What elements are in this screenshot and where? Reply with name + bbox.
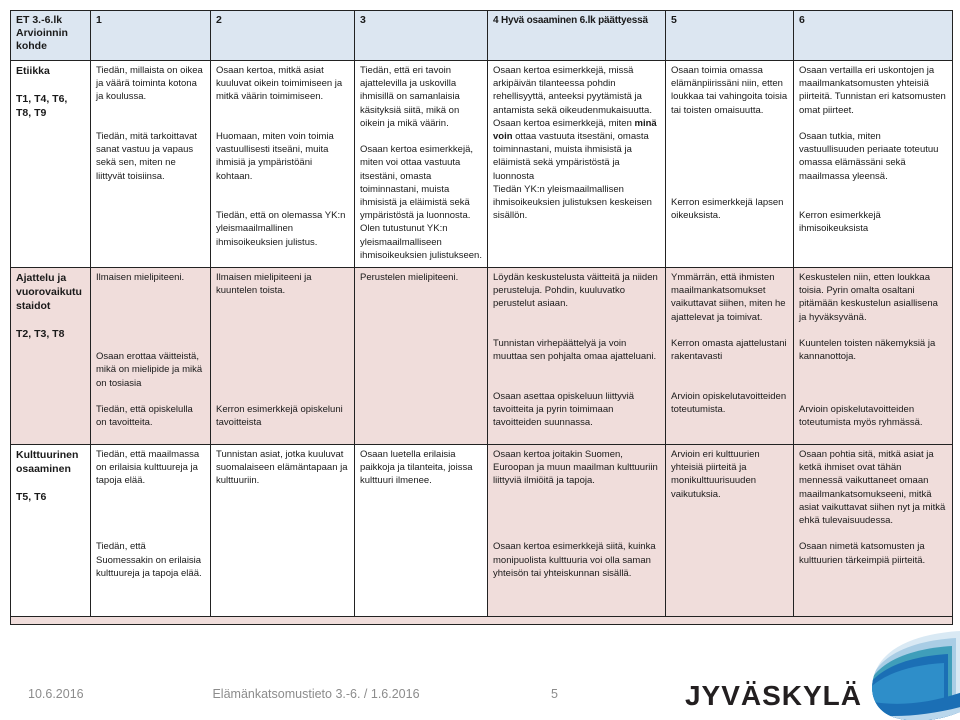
cell-paragraph: Osaan erottaa väitteistä, mikä on mielipide ja mikä on tosiasia	[96, 351, 203, 389]
cell-paragraph: Keskustelen niin, etten loukkaa toisia. Pyrin omalta osaltani pitämään keskustelun asiallisena ja hyväksyvänä.	[799, 272, 938, 323]
table-cell	[211, 61, 355, 268]
cell-paragraph	[493, 377, 660, 390]
table-cell	[91, 268, 211, 445]
cell-paragraph: Ymmärrän, että ihmisten maailmankatsomukset vaikuttavat siihen, miten he ajattelevat ja toimivat.	[671, 272, 786, 323]
table-cell	[355, 445, 488, 617]
cell-paragraph	[216, 390, 349, 403]
cell-paragraph: T5, T6	[16, 491, 47, 503]
cell-paragraph: T1, T4, T6, T8, T9	[16, 93, 68, 119]
table-cell	[355, 61, 488, 268]
cell-paragraph: Osaan luetella erilaisia paikkoja ja tilanteita, joissa kulttuuri ilmenee.	[360, 449, 473, 487]
cell-paragraph	[16, 313, 85, 327]
cell-paragraph	[671, 170, 788, 183]
cell-paragraph: Ilmaisen mielipiteeni.	[96, 272, 185, 283]
cell-paragraph: Olen tutustunut YK:n yleismaailmalliseen ihmisoikeuksien julistukseen.	[360, 223, 482, 261]
header-cell: 6	[794, 11, 953, 61]
cell-paragraph	[96, 297, 205, 310]
cell-paragraph: Perustelen mielipiteeni.	[360, 272, 459, 283]
cell-paragraph: Kerron esimerkkejä lapsen oikeuksista.	[671, 196, 784, 222]
cell-paragraph: Tiedän, mitä tarkoittavat sanat vastuu ja vapaus sekä sen, miten ne liittyvät toisiinsa.	[96, 130, 198, 182]
cell-paragraph: Tiedän, että opiskelulla on tavoitteita.	[96, 403, 193, 429]
table-cell	[794, 445, 953, 617]
cell-paragraph	[96, 488, 205, 501]
cell-paragraph	[216, 311, 349, 324]
cell-paragraph: Osaan kertoa esimerkkejä, miten voi ottaa vastuuta itsestäni, omasta toiminnastani, muista ihmisistä ja eläimistä sekä ympäristöstä ja luonnosta.	[360, 144, 473, 222]
cell-paragraph: Tiedän, että on olemassa YK:n yleismaailmallinen ihmisoikeuksien julistus.	[216, 210, 346, 248]
cell-paragraph	[16, 78, 85, 92]
header-cell: 1	[91, 11, 211, 61]
footer-document-title: Elämänkatsomustieto 3.-6. / 1.6.2016	[212, 687, 420, 701]
cell-paragraph	[16, 476, 85, 490]
table-cell	[91, 61, 211, 268]
cell-paragraph	[671, 143, 788, 156]
cell-paragraph	[799, 363, 947, 376]
cell-paragraph	[493, 501, 660, 514]
table-cell	[211, 445, 355, 617]
cell-paragraph	[216, 196, 349, 209]
cell-paragraph	[799, 117, 947, 130]
table-bottom-strip	[11, 617, 953, 625]
header-cell: 2	[211, 11, 355, 61]
row-header-cell	[11, 268, 91, 445]
cell-paragraph	[671, 156, 788, 169]
cell-paragraph	[799, 390, 947, 403]
cell-paragraph: Tunnistan virhepäättelyä ja voin muuttaa sen pohjalta omaa ajatteluani.	[493, 337, 657, 363]
cell-paragraph: Kerron esimerkkejä opiskeluni tavoitteista	[216, 403, 343, 429]
row-header-cell	[11, 61, 91, 268]
cell-paragraph: Tiedän YK:n yleismaailmallisen ihmisoikeuksien julistuksen keskeisen sisällön.	[493, 183, 652, 222]
cell-paragraph	[96, 527, 205, 540]
cell-paragraph	[799, 196, 947, 209]
cell-paragraph	[493, 488, 660, 501]
cell-paragraph: Osaan kertoa joitakin Suomen, Euroopan ja muun maailman kulttuuriin liittyviä ilmiöitä ja tapoja.	[493, 449, 658, 487]
cell-paragraph: Tiedän, millaista on oikea ja väärä toiminta kotona ja koulussa.	[96, 65, 203, 103]
cell-paragraph	[96, 284, 205, 297]
cell-paragraph: Osaan kertoa, mitkä asiat kuuluvat oikein toimimiseen ja mitkä väärin toimimiseen.	[216, 65, 343, 103]
cell-paragraph: Tiedän, että Suomessakin on erilaisia kulttuureja ja tapoja elää.	[96, 541, 202, 579]
cell-paragraph: Arvioin opiskelutavoitteiden toteutumista.	[671, 390, 787, 415]
table-cell	[91, 445, 211, 617]
cell-paragraph	[96, 501, 205, 514]
cell-paragraph	[799, 527, 947, 540]
cell-paragraph	[493, 311, 660, 324]
cell-paragraph: Osaan asettaa opiskeluun liittyviä tavoitteita ja pyrin toimimaan tavoitteiden suunnassa.	[493, 390, 634, 429]
cell-paragraph	[360, 130, 482, 143]
cell-paragraph: Kerron omasta ajattelustani rakentavasti	[671, 338, 787, 363]
header-cell: ET 3.-6.lk Arvioinnin kohde	[11, 11, 91, 61]
cell-paragraph: Etiikka	[16, 65, 50, 77]
cell-paragraph	[671, 324, 788, 337]
cell-paragraph	[799, 324, 947, 337]
cell-paragraph	[671, 363, 788, 376]
cell-paragraph: Osaan pohtia sitä, mitkä asiat ja ketkä ihmiset ovat tähän mennessä vaikuttaneet omaan maailmankatsomukseeni, mitkä asiat vaikuttavat siihen nyt ja mitkä ehkä tulevaisuudessa.	[799, 449, 946, 527]
jyvaskyla-logo-text: JYVÄSKYLÄ	[684, 680, 862, 711]
cell-paragraph: Löydän keskustelusta väitteitä ja niiden perusteluja. Pohdin, kuuluvatko perustelut asiaan.	[493, 272, 658, 310]
page-number: 5	[551, 687, 558, 701]
cell-paragraph: Arvioin eri kulttuurien yhteisiä piirteitä ja monikulttuurisuuden vaikutuksia.	[671, 449, 760, 500]
cell-paragraph	[493, 324, 660, 337]
cell-paragraph	[799, 377, 947, 390]
table-cell	[211, 268, 355, 445]
cell-paragraph: Osaan vertailla eri uskontojen ja maailmankatsomusten yhteisiä piirteitä. Tunnistan eri katsomusten omat piirteet.	[799, 65, 946, 116]
cell-paragraph: Osaan toimia omassa elämänpiirissäni niin, etten loukkaa tai vahingoita toisia tai toisten omaisuutta.	[671, 65, 788, 116]
header-cell: 3	[355, 11, 488, 61]
cell-paragraph	[671, 117, 788, 130]
cell-paragraph: Kulttuurinen osaaminen	[16, 449, 79, 475]
cell-paragraph	[216, 337, 349, 350]
jyvaskyla-logo-swirl-icon	[868, 628, 960, 720]
cell-paragraph: Osaan kertoa esimerkkejä, missä arkipäivän tilanteessa pohdin rehellisyyttä, anteeksi pyytämistä ja antamista sekä oikeudenmukaisuutta.	[493, 65, 652, 116]
table-cell	[355, 268, 488, 445]
cell-paragraph: Huomaan, miten voin toimia vastuullisesti itseäni, muita ihmisiä ja ympäristöäni kohtaan.	[216, 130, 334, 182]
row-header-cell	[11, 445, 91, 617]
footer-date: 10.6.2016	[28, 687, 84, 701]
cell-paragraph	[671, 183, 788, 196]
cell-paragraph	[96, 324, 205, 337]
header-cell: 4 Hyvä osaaminen 6.lk päättyessä	[488, 11, 666, 61]
cell-paragraph	[96, 390, 205, 403]
cell-paragraph	[96, 104, 205, 117]
cell-paragraph	[493, 527, 660, 540]
assessment-table	[10, 10, 953, 625]
cell-paragraph	[671, 130, 788, 143]
cell-paragraph: Tiedän, että maailmassa on erilaisia kulttuureja ja tapoja elää.	[96, 449, 200, 487]
cell-paragraph	[216, 183, 349, 196]
cell-paragraph: Ilmaisen mielipiteeni ja kuuntelen toista.	[216, 272, 312, 297]
cell-paragraph: Osaan kertoa esimerkkejä siitä, kuinka monipuolista kulttuuria voi olla saman yhteisön tai yhteiskunnan sisällä.	[493, 541, 656, 579]
cell-paragraph	[216, 117, 349, 130]
table-cell	[666, 445, 794, 617]
cell-paragraph	[216, 297, 349, 310]
table-cell	[794, 61, 953, 268]
table-cell	[666, 61, 794, 268]
cell-paragraph	[799, 183, 947, 196]
cell-paragraph	[216, 324, 349, 337]
cell-paragraph: Kerron esimerkkejä ihmisoikeuksista	[799, 210, 881, 235]
cell-paragraph	[671, 377, 788, 390]
cell-paragraph	[96, 311, 205, 324]
cell-paragraph	[96, 514, 205, 527]
cell-paragraph: T2, T3, T8	[16, 328, 65, 340]
cell-paragraph	[216, 377, 349, 390]
cell-paragraph	[96, 337, 205, 350]
cell-paragraph	[493, 514, 660, 527]
cell-paragraph	[216, 363, 349, 376]
table-cell	[666, 268, 794, 445]
cell-paragraph: Ajattelu ja vuorovaikutustaidot	[16, 272, 82, 312]
table-cell	[488, 445, 666, 617]
cell-paragraph	[493, 363, 660, 376]
cell-paragraph: Arvioin opiskelutavoitteiden toteutumista myös ryhmässä.	[799, 403, 923, 429]
cell-paragraph: Osaan nimetä katsomusten ja kulttuurien tärkeimpiä piirteitä.	[799, 541, 926, 566]
cell-paragraph: Osaan kertoa esimerkkejä, miten minä voin ottaa vastuuta itsestäni, omasta toiminnastani, muista ihmisistä ja eläimistä sekä ympäristöstä ja luonnosta	[493, 117, 657, 182]
cell-paragraph	[96, 117, 205, 130]
cell-paragraph: Kuuntelen toisten näkemyksiä ja kannanottoja.	[799, 338, 936, 363]
table-cell	[794, 268, 953, 445]
cell-paragraph	[216, 350, 349, 363]
cell-paragraph: Osaan tutkia, miten vastuullisuuden periaate toteutuu omassa elämässäni sekä maailmassa yleensä.	[799, 131, 939, 182]
table-cell	[488, 268, 666, 445]
cell-paragraph: Tiedän, että eri tavoin ajattelevilla ja uskovilla ihmisillä on samanlaisia käsityksiä siitä, mikä on oikein ja mikä väärin.	[360, 65, 460, 129]
header-cell: 5	[666, 11, 794, 61]
table-cell	[488, 61, 666, 268]
cell-paragraph: Tunnistan asiat, jotka kuuluvat suomalaiseen elämäntapaan ja kulttuuriin.	[216, 449, 348, 487]
cell-paragraph	[216, 104, 349, 117]
